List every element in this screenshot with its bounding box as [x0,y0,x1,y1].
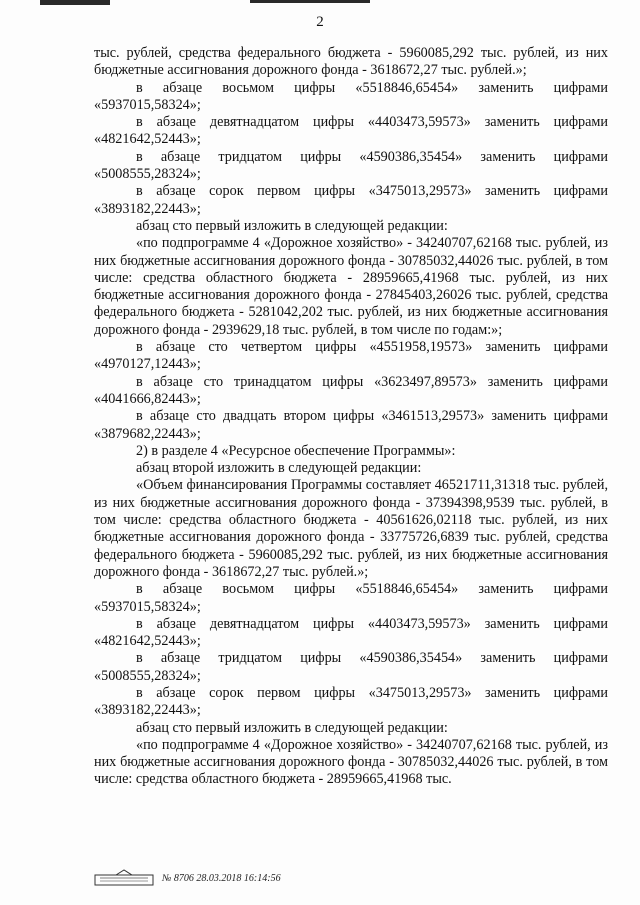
paragraph: «Объем финансирования Программы составляет 46521711,31318 тыс. рублей, из них бюджетные ассигнования дорожного фонда - 37394398,9539 тыс. рублей, в том числе: средства областного бюджета - 40561626,02118 тыс. рублей, из них бюджетные ассигнования дорожного фонда - 33775726,6839 тыс. рублей, средства федерального бюджета - 5960085,292 тыс. рублей, из них бюджетные ассигнования дорожного фонда - 3618672,27 тыс. рублей.»; [94,477,608,580]
registration-number: № 8706 28.03.2018 16:14:56 [162,872,281,884]
paragraph: в абзаце сорок первом цифры «3475013,29573» заменить цифрами «3893182,22443»; [94,684,608,719]
paragraph: в абзаце сто двадцать втором цифры «3461513,29573» заменить цифрами «3879682,22443»; [94,408,608,442]
paragraph: «по подпрограмме 4 «Дорожное хозяйство» - 34240707,62168 тыс. рублей, из них бюджетные ассигнования дорожного фонда - 30785032,44026 тыс. рублей, в том числе: средства областного бюджета - 28959665,41968 тыс. рублей, из них бюджетные ассигнования дорожного фонда - 27845403,26026 тыс. рублей, средства федерального бюджета - 5281042,202 тыс. рублей, из них бюджетные ассигнования дорожного фонда - 2939629,18 тыс. рублей, в том числе по годам:»; [94,235,608,338]
paragraph: в абзаце девятнадцатом цифры «4403473,59573» заменить цифрами «4821642,52443»; [94,615,608,650]
scan-edge-mark [250,0,370,3]
paragraph: в абзаце сто четвертом цифры «4551958,19573» заменить цифрами «4970127,12443»; [94,339,608,373]
page-number: 2 [316,14,324,30]
paragraph: в абзаце сто тринадцатом цифры «3623497,89573» заменить цифрами «4041666,82443»; [94,373,608,407]
emblem-stamp-icon [94,869,154,887]
paragraph: в абзаце восьмом цифры «5518846,65454» заменить цифрами «5937015,58324»; [94,581,608,615]
paragraph: абзац сто первый изложить в следующей редакции: [136,719,448,736]
registration-footer [94,868,281,888]
paragraph: абзац сто первый изложить в следующей редакции: [136,217,448,234]
paragraph: абзац второй изложить в следующей редакции: [136,460,422,477]
paragraph: в абзаце тридцатом цифры «4590386,35454» заменить цифрами «5008555,28324»; [94,148,608,183]
paragraph: тыс. рублей, средства федерального бюджета - 5960085,292 тыс. рублей, из них бюджетные ассигнования дорожного фонда - 3618672,27 тыс. рублей.»; [94,45,608,79]
paragraph: в абзаце девятнадцатом цифры «4403473,59573» заменить цифрами «4821642,52443»; [94,114,608,148]
paragraph: в абзаце сорок первом цифры «3475013,29573» заменить цифрами «3893182,22443»; [94,183,608,217]
paragraph: в абзаце восьмом цифры «5518846,65454» заменить цифрами «5937015,58324»; [94,79,608,113]
paragraph: «по подпрограмме 4 «Дорожное хозяйство» - 34240707,62168 тыс. рублей, из них бюджетные ассигнования дорожного фонда - 30785032,44026 тыс. рублей, в том числе: средства областного бюджета - 28959665,41968 тыс. [94,736,608,788]
scan-edge-mark [40,0,110,5]
paragraph: в абзаце тридцатом цифры «4590386,35454» заменить цифрами «5008555,28324»; [94,650,608,684]
document-body [94,45,608,789]
paragraph: 2) в разделе 4 «Ресурсное обеспечение Программы»: [136,442,456,459]
